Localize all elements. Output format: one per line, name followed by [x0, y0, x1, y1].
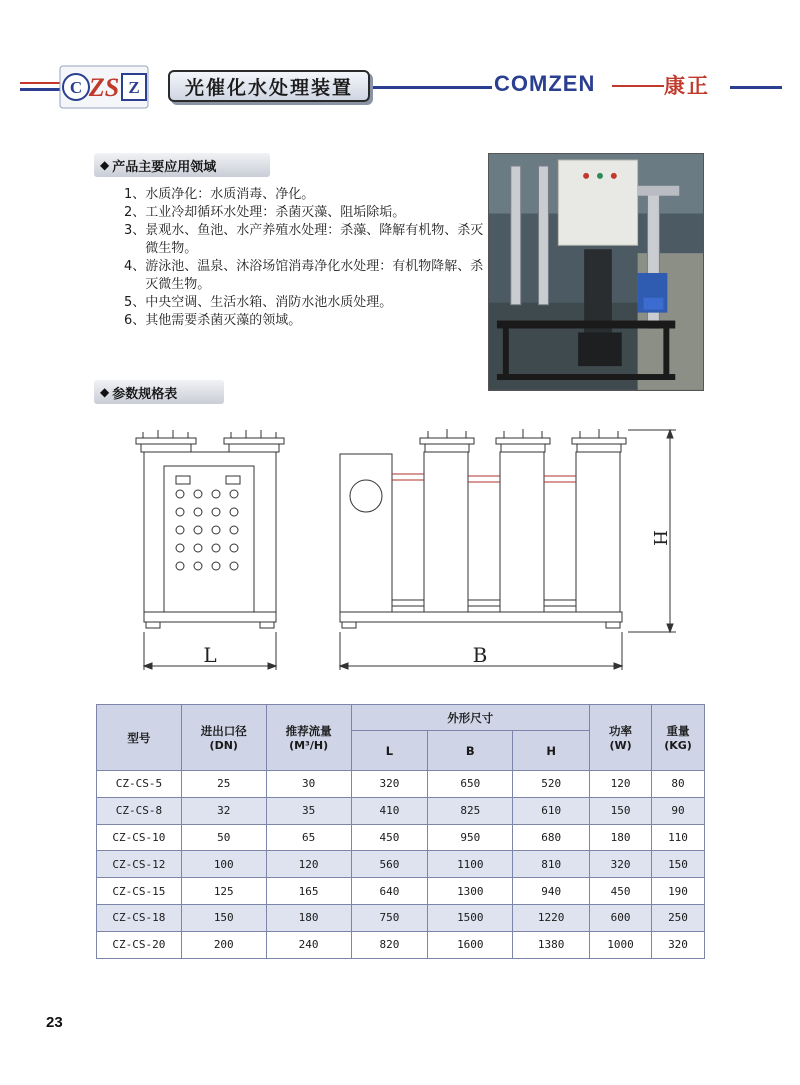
spec-table: [96, 704, 705, 959]
table-row: CZ-CS-8 32 35 410 825 610 150 90: [97, 797, 705, 824]
header-rule-left: [20, 88, 60, 91]
brand-name-en: COMZEN: [494, 71, 596, 96]
list-item: 5、 中央空调、生活水箱、消防水池水质处理。: [124, 295, 393, 310]
page-title-box: [168, 70, 370, 102]
applications-heading-text: 产品主要应用领域: [112, 159, 217, 175]
col-header-dn: 进出口径 (DN): [181, 705, 266, 771]
brand-name-cn: 康正: [664, 73, 710, 98]
col-header-H: H: [513, 731, 590, 771]
product-photo: [488, 153, 704, 391]
list-item: 3、 景观水、鱼池、水产养殖水处理：杀藻、降解有机物、杀灭微生物。: [124, 223, 484, 256]
list-item: 6、 其他需要杀菌灭藻的领域。: [124, 313, 302, 328]
dimension-label-L: L: [203, 643, 217, 667]
table-row: CZ-CS-15 125 165 640 1300 940 450 190: [97, 878, 705, 905]
side-view: [340, 429, 676, 670]
dimension-label-H: H: [649, 530, 670, 546]
col-header-model: 型号: [97, 705, 182, 771]
logo-letter-z: Z: [128, 78, 140, 97]
company-logo: [58, 64, 150, 110]
technical-drawing: [128, 420, 688, 680]
col-header-weight: 重量 (KG): [652, 705, 705, 771]
table-row: CZ-CS-20 200 240 820 1600 1380 1000 320: [97, 931, 705, 958]
header-rule-mid: [372, 86, 492, 89]
page-number: 23: [46, 1014, 63, 1031]
header-rule-right: [730, 86, 782, 89]
table-row: CZ-CS-18 150 180 750 1500 1220 600 250: [97, 904, 705, 931]
header-rule-red: [612, 85, 664, 87]
front-view: [136, 430, 284, 670]
table-row: CZ-CS-12 100 120 560 1100 810 320 150: [97, 851, 705, 878]
table-row: CZ-CS-5 25 30 320 650 520 120 80: [97, 771, 705, 798]
col-header-power: 功率 (W): [590, 705, 652, 771]
col-header-L: L: [351, 731, 428, 771]
specs-heading: [94, 380, 224, 404]
table-row: CZ-CS-10 50 65 450 950 680 180 110: [97, 824, 705, 851]
col-header-B: B: [428, 731, 513, 771]
list-item: 2、 工业冷却循环水处理：杀菌灭藻、阻垢除垢。: [124, 205, 406, 220]
dimension-label-B: B: [472, 643, 488, 667]
control-panel-lights: [176, 490, 238, 570]
applications-heading: [94, 153, 270, 177]
logo-letter-c: C: [69, 78, 83, 97]
diamond-bullet-icon: ◆: [100, 158, 110, 172]
col-header-flow: 推荐流量 (M³/H): [266, 705, 351, 771]
header-rule-left-red: [20, 82, 60, 84]
page-title: 光催化水处理装置: [184, 76, 353, 99]
col-header-dimensions: 外形尺寸: [351, 705, 590, 731]
logo-center-mark: ZS: [88, 73, 120, 102]
list-item: 1、 水质净化：水质消毒、净化。: [124, 187, 315, 202]
diamond-bullet-icon: ◆: [100, 385, 110, 399]
specs-heading-text: 参数规格表: [112, 386, 178, 402]
applications-list: [124, 186, 484, 330]
list-item: 4、 游泳池、温泉、沐浴场馆消毒净化水处理：有机物降解、杀灭微生物。: [124, 259, 484, 292]
